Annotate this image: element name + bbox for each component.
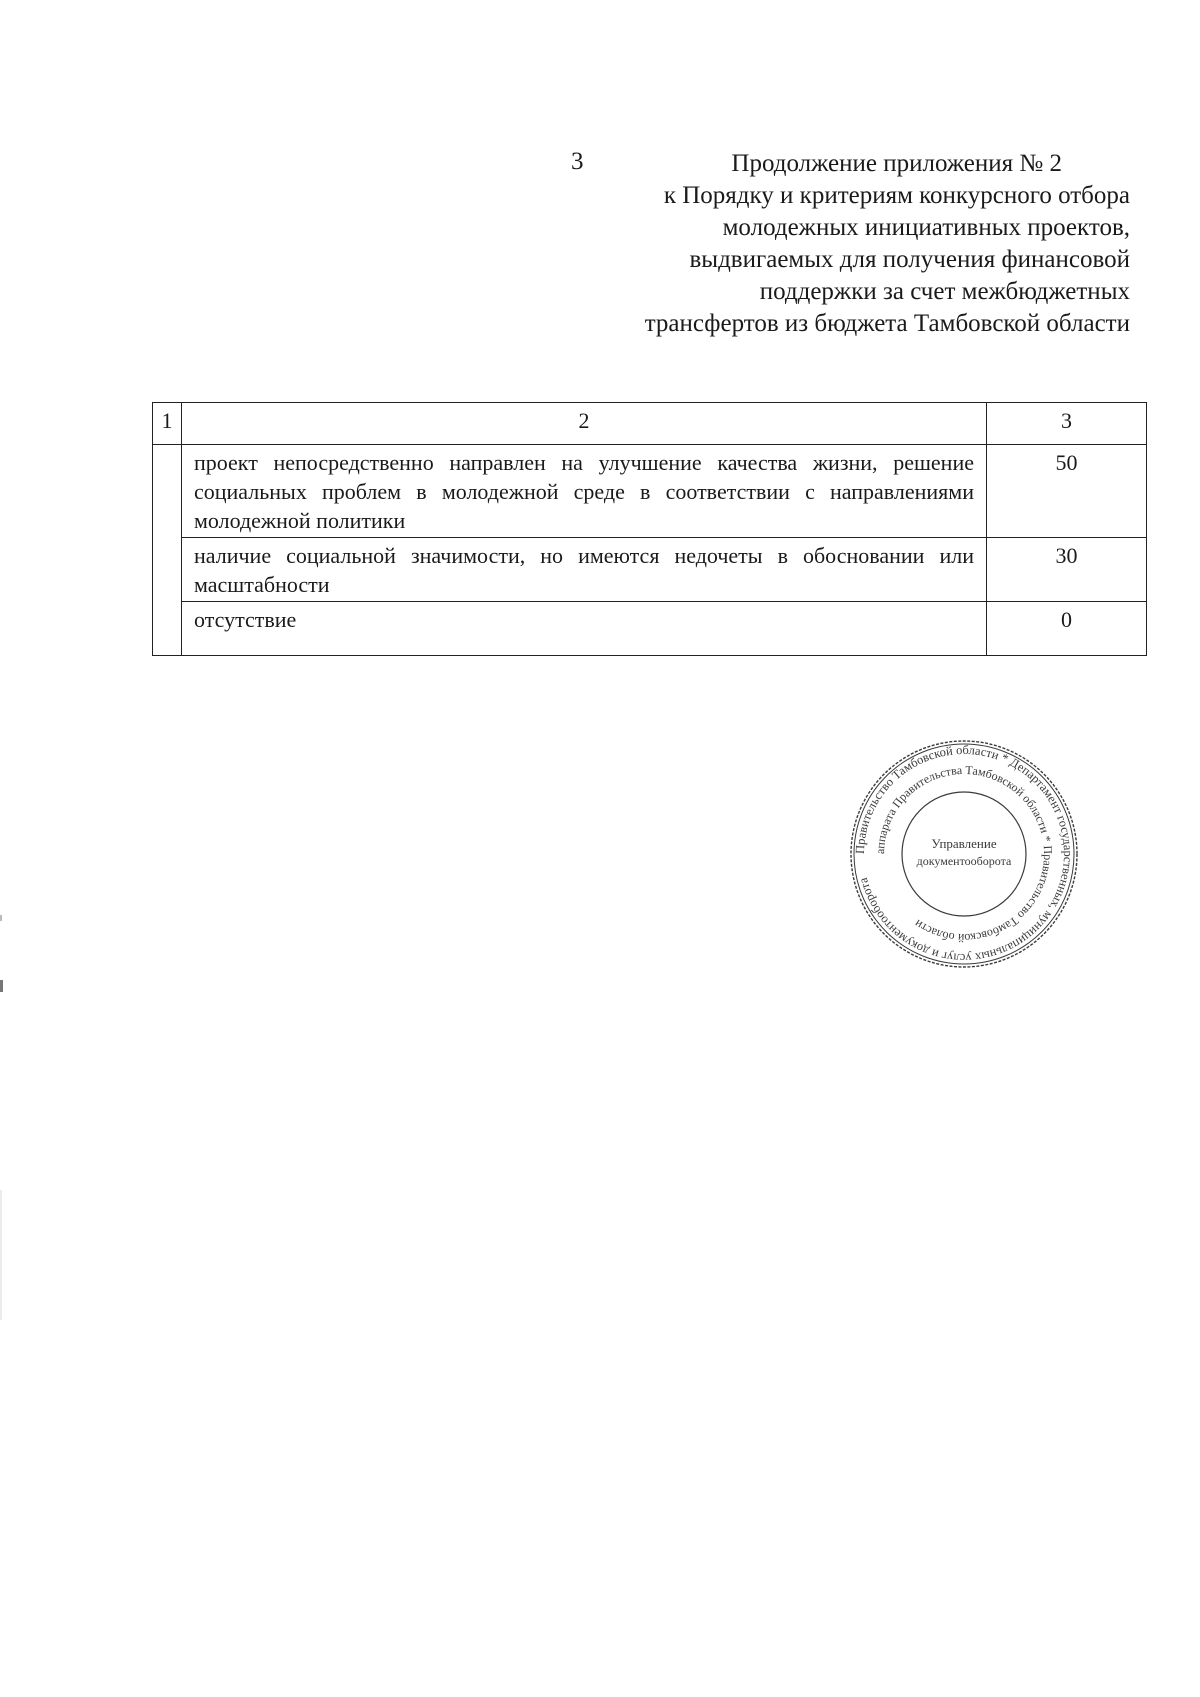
scan-artifact: [0, 1190, 2, 1320]
official-stamp: [848, 738, 1080, 970]
appendix-header: [560, 148, 1130, 340]
empty-cell: [153, 445, 182, 656]
appendix-header-line: Продолжение приложения № 2: [731, 150, 1062, 177]
appendix-header-line: поддержки за счет межбюджетных: [759, 278, 1130, 305]
criterion-score: 0: [987, 602, 1147, 656]
table-header-row: [153, 403, 1147, 445]
column-header: 3: [987, 403, 1147, 445]
criterion-score: 30: [987, 538, 1147, 602]
criterion-description: проект непосредственно направлен на улучшение качества жизни, решение социальных проблем в молодежной среде в соответствии с направлениями молодежной политики: [182, 445, 987, 538]
stamp-outer-text: Правительство Тамбовской области * Департамент государственных, муниципальных услуг и документооборота: [852, 742, 1076, 966]
appendix-header-line: трансфертов из бюджета Тамбовской области: [644, 310, 1130, 337]
appendix-header-line: молодежных инициативных проектов,: [722, 214, 1130, 241]
criterion-score: 50: [987, 445, 1147, 538]
column-header: 2: [182, 403, 987, 445]
criterion-description: наличие социальной значимости, но имеются недочеты в обосновании или масштабности: [182, 538, 987, 602]
criteria-table: [152, 402, 1147, 656]
page-number: 3: [571, 148, 584, 175]
table-row: [153, 602, 1147, 656]
appendix-header-line: к Порядку и критериям конкурсного отбора: [663, 182, 1130, 209]
table-row: [153, 445, 1147, 538]
appendix-header-line: выдвигаемых для получения финансовой: [689, 246, 1130, 273]
stamp-center-line: документооборота: [916, 854, 1012, 868]
table-row: [153, 538, 1147, 602]
column-header: 1: [153, 403, 182, 445]
scan-artifact: [0, 980, 3, 992]
scan-artifact: [0, 915, 2, 921]
stamp-center-line: Управление: [931, 836, 997, 851]
stamp-middle-text: аппарата Правительства Тамбовской области * Правительство Тамбовской области: [872, 762, 1056, 946]
criterion-description: отсутствие: [182, 602, 987, 656]
